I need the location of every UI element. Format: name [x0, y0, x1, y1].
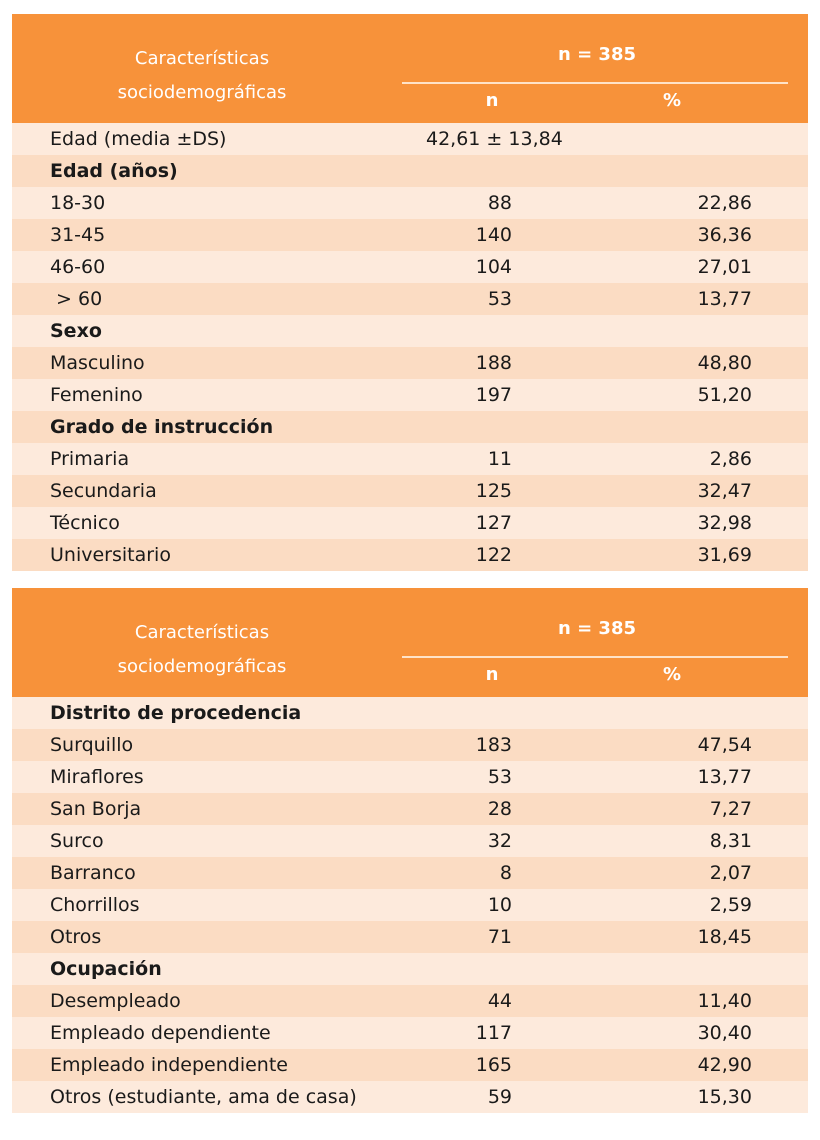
- table-row: [12, 889, 808, 921]
- table-2: [12, 588, 808, 1113]
- section-label: Sexo: [50, 320, 102, 342]
- count-cell: 197: [475, 384, 512, 406]
- count-cell: 188: [475, 352, 512, 374]
- row-label: Otros: [50, 926, 102, 948]
- percent-cell: 8,31: [709, 830, 752, 852]
- table-body: [12, 123, 808, 571]
- mean-value: 42,61 ± 13,84: [426, 128, 563, 150]
- percent-cell: 13,77: [697, 766, 752, 788]
- column-n-header: n: [485, 90, 499, 111]
- column-percent-header: %: [662, 90, 682, 111]
- section-row: [12, 155, 808, 187]
- percent-cell: 7,27: [709, 798, 752, 820]
- row-label: Surco: [50, 830, 104, 852]
- row-label: Barranco: [50, 862, 136, 884]
- column-n-header: n: [485, 664, 499, 685]
- table-header: [12, 14, 808, 123]
- table-row: [12, 283, 808, 315]
- section-label: Ocupación: [50, 958, 162, 980]
- table-row: [12, 347, 808, 379]
- row-label: Empleado dependiente: [50, 1022, 271, 1044]
- row-label: Edad (media ±DS): [50, 128, 227, 150]
- row-label: > 60: [50, 288, 103, 310]
- count-cell: 127: [475, 512, 512, 534]
- percent-cell: 32,47: [697, 480, 752, 502]
- row-label: 46-60: [50, 256, 106, 278]
- section-label: Edad (años): [50, 160, 178, 182]
- characteristics-header: [52, 616, 352, 684]
- row-label: Chorrillos: [50, 894, 140, 916]
- sample-size-header: n = 385: [557, 618, 636, 639]
- count-cell: 71: [487, 926, 512, 948]
- table-row: [12, 1049, 808, 1081]
- row-label: 18-30: [50, 192, 106, 214]
- table-row: [12, 921, 808, 953]
- count-cell: 44: [487, 990, 512, 1012]
- percent-cell: 42,90: [697, 1054, 752, 1076]
- percent-cell: 2,59: [709, 894, 752, 916]
- count-cell: 104: [475, 256, 512, 278]
- count-cell: 53: [487, 288, 512, 310]
- header-rule: [402, 82, 788, 84]
- count-cell: 140: [475, 224, 512, 246]
- characteristics-line-1: Características: [134, 622, 270, 643]
- row-label: Otros (estudiante, ama de casa): [50, 1086, 357, 1108]
- table-row: [12, 187, 808, 219]
- row-label: San Borja: [50, 798, 142, 820]
- table-row: [12, 219, 808, 251]
- table-row: [12, 251, 808, 283]
- percent-cell: 27,01: [697, 256, 752, 278]
- row-label: Empleado independiente: [50, 1054, 288, 1076]
- section-label: Grado de instrucción: [50, 416, 274, 438]
- percent-cell: 11,40: [697, 990, 752, 1012]
- count-cell: 88: [487, 192, 512, 214]
- table-body: [12, 697, 808, 1113]
- count-cell: 117: [475, 1022, 512, 1044]
- percent-cell: 47,54: [697, 734, 752, 756]
- table-row: [12, 539, 808, 571]
- table-row: [12, 1081, 808, 1113]
- table-row: [12, 825, 808, 857]
- section-row: [12, 315, 808, 347]
- percent-cell: 2,86: [709, 448, 752, 470]
- percent-cell: 15,30: [697, 1086, 752, 1108]
- count-cell: 10: [487, 894, 512, 916]
- count-cell: 59: [487, 1086, 512, 1108]
- section-label: Distrito de procedencia: [50, 702, 302, 724]
- percent-cell: 48,80: [697, 352, 752, 374]
- section-row: [12, 411, 808, 443]
- table-row: [12, 793, 808, 825]
- row-label: Primaria: [50, 448, 130, 470]
- count-cell: 165: [475, 1054, 512, 1076]
- table-row: [12, 1017, 808, 1049]
- percent-cell: 22,86: [697, 192, 752, 214]
- count-cell: 28: [487, 798, 512, 820]
- count-cell: 125: [475, 480, 512, 502]
- row-label: Surquillo: [50, 734, 134, 756]
- row-label: Secundaria: [50, 480, 157, 502]
- characteristics-line-1: Características: [134, 48, 270, 69]
- count-cell: 8: [499, 862, 512, 884]
- sample-size-header: n = 385: [557, 44, 636, 65]
- count-cell: 122: [475, 544, 512, 566]
- percent-cell: 30,40: [697, 1022, 752, 1044]
- table-row: [12, 729, 808, 761]
- characteristics-header: [52, 42, 352, 110]
- count-cell: 11: [487, 448, 512, 470]
- table-row: [12, 761, 808, 793]
- characteristics-line-2: sociodemográficas: [117, 656, 287, 677]
- column-percent-header: %: [662, 664, 682, 685]
- table-row: [12, 475, 808, 507]
- row-label: Miraflores: [50, 766, 144, 788]
- table-row: [12, 379, 808, 411]
- row-label: Femenino: [50, 384, 143, 406]
- section-row: [12, 953, 808, 985]
- percent-cell: 2,07: [709, 862, 752, 884]
- percent-cell: 13,77: [697, 288, 752, 310]
- row-label: 31-45: [50, 224, 106, 246]
- percent-cell: 51,20: [697, 384, 752, 406]
- table-1: [12, 14, 808, 571]
- count-cell: 53: [487, 766, 512, 788]
- row-label: Masculino: [50, 352, 145, 374]
- percent-cell: 32,98: [697, 512, 752, 534]
- section-row: [12, 697, 808, 729]
- table-row: [12, 507, 808, 539]
- row-label: Desempleado: [50, 990, 181, 1012]
- percent-cell: 36,36: [697, 224, 752, 246]
- row-label: Universitario: [50, 544, 171, 566]
- count-cell: 183: [475, 734, 512, 756]
- row-label: Técnico: [50, 512, 120, 534]
- header-rule: [402, 656, 788, 658]
- percent-cell: 18,45: [697, 926, 752, 948]
- table-row: [12, 985, 808, 1017]
- count-cell: 32: [487, 830, 512, 852]
- table-header: [12, 588, 808, 697]
- percent-cell: 31,69: [697, 544, 752, 566]
- table-row: [12, 123, 808, 155]
- table-row: [12, 443, 808, 475]
- characteristics-line-2: sociodemográficas: [117, 82, 287, 103]
- table-row: [12, 857, 808, 889]
